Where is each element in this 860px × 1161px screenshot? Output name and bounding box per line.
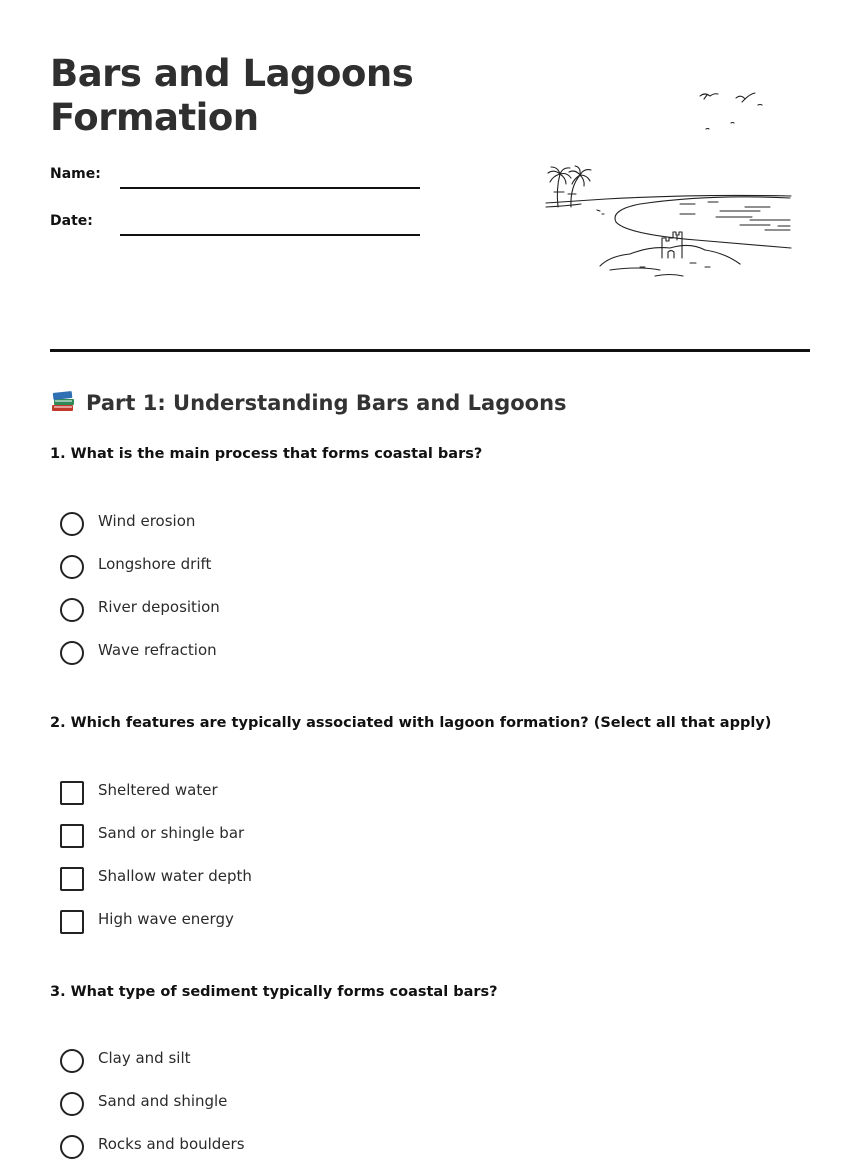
radio-button[interactable]: [60, 598, 84, 622]
beach-scene-icon: [540, 80, 800, 290]
date-field[interactable]: [50, 213, 420, 243]
q1-option-2[interactable]: [60, 554, 460, 580]
checkbox[interactable]: [60, 781, 84, 805]
q1-option-4[interactable]: [60, 640, 460, 666]
q1-option-3[interactable]: [60, 597, 460, 623]
option-label: High wave energy: [98, 910, 234, 928]
part-1-heading: [50, 389, 567, 415]
name-field[interactable]: [50, 166, 420, 196]
title-line-1: Bars and Lagoons: [50, 52, 414, 95]
question-3: 3. What type of sediment typically forms coastal bars?: [50, 984, 498, 1000]
question-1: 1. What is the main process that forms coastal bars?: [50, 446, 483, 462]
name-line[interactable]: [120, 187, 420, 189]
q2-option-1[interactable]: [60, 780, 460, 806]
q1-option-1[interactable]: [60, 511, 460, 537]
name-label: Name:: [50, 166, 101, 182]
worksheet-title: [50, 52, 470, 140]
q2-option-2[interactable]: [60, 823, 460, 849]
option-label: Sand or shingle bar: [98, 824, 245, 842]
q3-option-3[interactable]: [60, 1134, 460, 1160]
q3-option-2[interactable]: [60, 1091, 460, 1117]
radio-button[interactable]: [60, 1049, 84, 1073]
option-label: Wind erosion: [98, 512, 196, 530]
radio-button[interactable]: [60, 1135, 84, 1159]
radio-button[interactable]: [60, 555, 84, 579]
radio-button[interactable]: [60, 1092, 84, 1116]
date-line[interactable]: [120, 234, 420, 236]
checkbox[interactable]: [60, 824, 84, 848]
checkbox[interactable]: [60, 867, 84, 891]
option-label: Sheltered water: [98, 781, 218, 799]
option-label: Shallow water depth: [98, 867, 252, 885]
q3-option-1[interactable]: [60, 1048, 460, 1074]
question-2: 2. Which features are typically associated with lagoon formation? (Select all that apply): [50, 715, 772, 731]
option-label: River deposition: [98, 598, 220, 616]
books-icon: [50, 389, 76, 413]
part-1-title: Part 1: Understanding Bars and Lagoons: [86, 391, 567, 415]
q2-option-3[interactable]: [60, 866, 460, 892]
checkbox[interactable]: [60, 910, 84, 934]
section-divider: [50, 349, 810, 352]
radio-button[interactable]: [60, 512, 84, 536]
option-label: Sand and shingle: [98, 1092, 228, 1110]
q2-option-4[interactable]: [60, 909, 460, 935]
title-line-2: Formation: [50, 96, 259, 139]
radio-button[interactable]: [60, 641, 84, 665]
option-label: Longshore drift: [98, 555, 212, 573]
option-label: Rocks and boulders: [98, 1135, 245, 1153]
option-label: Clay and silt: [98, 1049, 191, 1067]
option-label: Wave refraction: [98, 641, 217, 659]
date-label: Date:: [50, 213, 93, 229]
